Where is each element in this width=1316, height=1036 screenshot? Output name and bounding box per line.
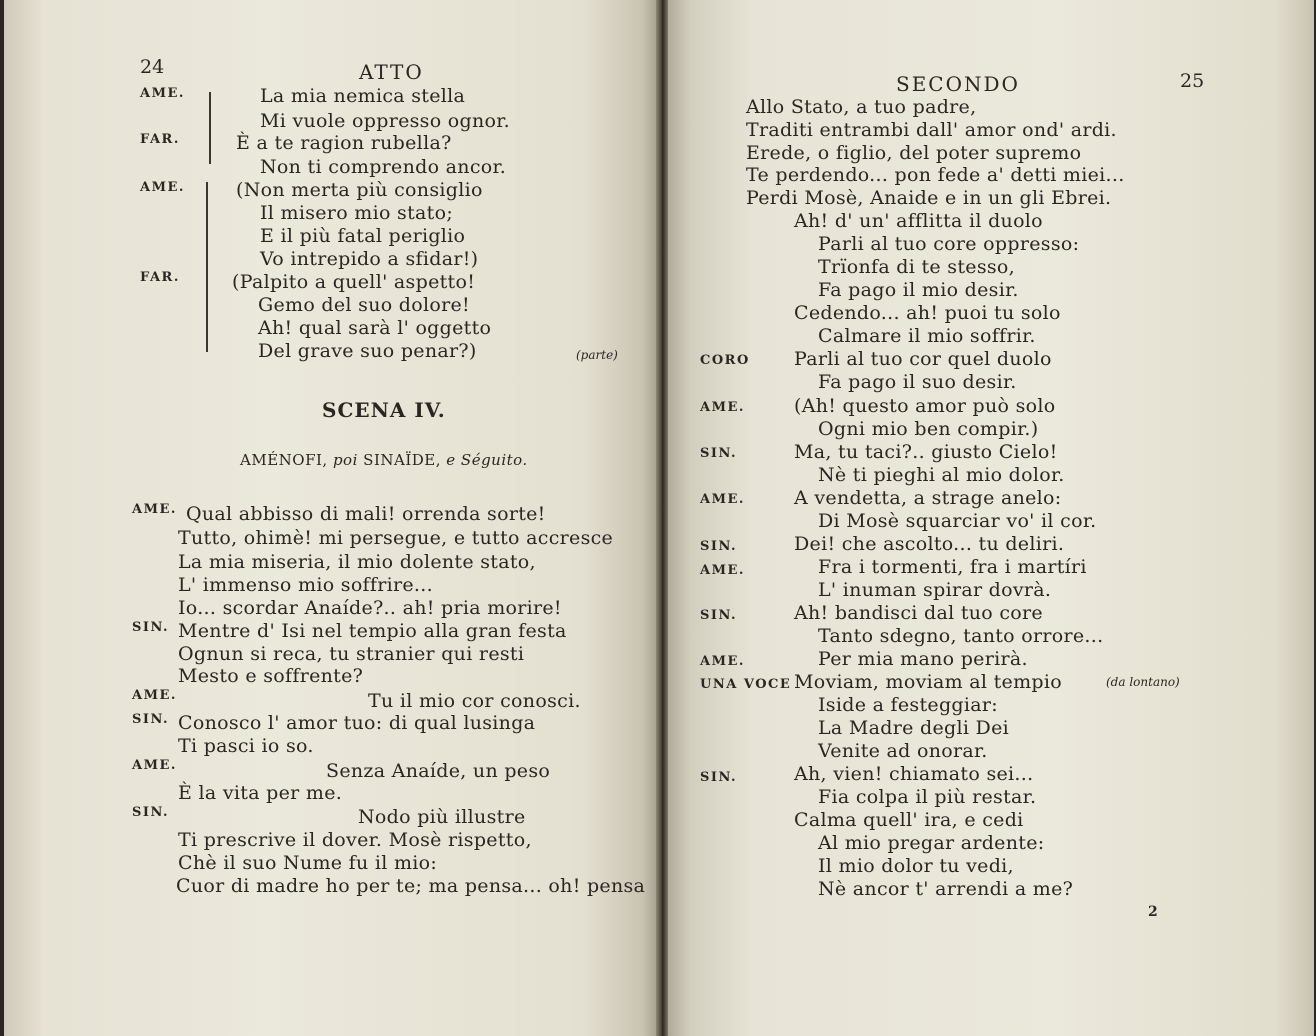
speaker-label: AME.	[132, 502, 177, 517]
speaker-label: CORO	[700, 353, 750, 368]
speaker-label: SIN.	[132, 712, 170, 727]
verse-line: Allo Stato, a tuo padre,	[746, 96, 977, 118]
verse-line: Nè ancor t' arrendi a me?	[818, 878, 1074, 900]
verse-line: Perdi Mosè, Anaide e in un gli Ebrei.	[746, 187, 1112, 209]
verse-line: Ogni mio ben compir.)	[818, 418, 1039, 440]
speaker-label: SIN.	[700, 539, 738, 554]
speaker-label: SIN.	[700, 770, 738, 785]
verse-line: Mesto e soffrente?	[178, 665, 364, 687]
verse-line: La Madre degli Dei	[818, 717, 1010, 739]
speaker-label: AME.	[700, 492, 745, 507]
verse-line: Di Mosè squarciar vo' il cor.	[818, 510, 1097, 532]
verse-line: Tutto, ohimè! mi persegue, e tutto accresce	[178, 527, 614, 549]
speaker-label: AME.	[140, 86, 185, 101]
verse-line: Il mio dolor tu vedi,	[818, 855, 1014, 877]
verse-line: Io... scordar Anaíde?.. ah! pria morire!	[178, 597, 562, 619]
verse-line: Tu il mio cor conosci.	[368, 690, 581, 712]
speaker-label: AME.	[700, 563, 745, 578]
verse-line: La mia nemica stella	[260, 85, 466, 107]
verse-line: È la vita per me.	[178, 782, 343, 804]
verse-line: Ti pasci io so.	[178, 735, 314, 757]
running-head: ATTO	[359, 60, 424, 84]
verse-line: Cedendo... ah! puoi tu solo	[794, 302, 1061, 324]
verse-line: Tanto sdegno, tanto orrore...	[818, 625, 1104, 647]
speaker-label: AME.	[700, 400, 745, 415]
verse-line: Parli al tuo core oppresso:	[818, 233, 1080, 255]
speaker-label: AME.	[140, 180, 185, 195]
right-page	[664, 0, 1314, 1036]
page-number: 24	[140, 56, 165, 78]
verse-line: Venite ad onorar.	[818, 740, 988, 762]
verse-line: Ma, tu taci?.. giusto Cielo!	[794, 441, 1058, 463]
verse-line: Gemo del suo dolore!	[258, 294, 470, 316]
speaker-label: FAR.	[140, 132, 180, 147]
verse-line: Ah! d' un' afflitta il duolo	[794, 210, 1043, 232]
verse-line: Ah! qual sarà l' oggetto	[258, 317, 492, 339]
verse-line: Conosco l' amor tuo: di qual lusinga	[178, 712, 536, 734]
verse-line: (Non merta più consiglio	[236, 179, 483, 201]
verse-line: Te perdendo... pon fede a' detti miei...	[746, 164, 1125, 186]
verse-line: Fa pago il suo desir.	[818, 371, 1017, 393]
speaker-label: SIN.	[132, 620, 170, 635]
verse-brace	[209, 92, 211, 164]
verse-line: Per mia mano perirà.	[818, 648, 1028, 670]
verse-line: L' immenso mio soffrire...	[178, 574, 433, 596]
stage-direction: (parte)	[576, 348, 618, 362]
speaker-label: UNA VOCE	[700, 677, 792, 692]
page-number: 25	[1180, 70, 1205, 92]
verse-line: Non ti comprendo ancor.	[260, 156, 507, 178]
verse-line: Calmare il mio soffrir.	[818, 325, 1036, 347]
verse-line: È a te ragion rubella?	[236, 132, 452, 154]
book-gutter	[656, 0, 668, 1036]
verse-line: L' inuman spirar dovrà.	[818, 579, 1052, 601]
verse-line: Il misero mio stato;	[260, 202, 454, 224]
verse-line: Fra i tormenti, fra i martíri	[818, 556, 1087, 578]
verse-line: Ah! bandisci dal tuo core	[794, 602, 1043, 624]
scene-title: SCENA IV.	[322, 398, 446, 422]
verse-line: La mia miseria, il mio dolente stato,	[178, 551, 536, 573]
verse-line: Chè il suo Nume fu il mio:	[178, 852, 438, 874]
speaker-label: SIN.	[132, 805, 170, 820]
verse-line: Dei! che ascolto... tu deliri.	[794, 533, 1065, 555]
verse-line: Parli al tuo cor quel duolo	[794, 348, 1052, 370]
verse-brace	[206, 182, 208, 352]
speaker-label: AME.	[700, 654, 745, 669]
verse-line: Al mio pregar ardente:	[818, 832, 1045, 854]
verse-line: Vo intrepido a sfidar!)	[260, 248, 479, 270]
signature-mark: 2	[1148, 904, 1160, 920]
verse-line: Trïonfa di te stesso,	[818, 256, 1016, 278]
left-page	[4, 0, 662, 1036]
verse-line: Mentre d' Isi nel tempio alla gran festa	[178, 620, 567, 642]
verse-line: Senza Anaíde, un peso	[326, 760, 551, 782]
speaker-label: SIN.	[700, 608, 738, 623]
verse-line: Mi vuole oppresso ognor.	[260, 110, 510, 132]
verse-line: Nè ti pieghi al mio dolor.	[818, 464, 1065, 486]
running-head: SECONDO	[896, 72, 1020, 96]
verse-line: A vendetta, a strage anelo:	[794, 487, 1062, 509]
verse-line: Traditi entrambi dall' amor ond' ardi.	[746, 119, 1117, 141]
speaker-label: AME.	[132, 688, 177, 703]
verse-line: E il più fatal periglio	[260, 225, 466, 247]
verse-line: (Palpito a quell' aspetto!	[232, 271, 476, 293]
verse-line: (Ah! questo amor può solo	[794, 395, 1056, 417]
speaker-label: SIN.	[700, 446, 738, 461]
verse-line: Iside a festeggiar:	[818, 694, 998, 716]
verse-line: Nodo più illustre	[358, 806, 526, 828]
verse-line: Ti prescrive il dover. Mosè rispetto,	[178, 829, 532, 851]
verse-line: Calma quell' ira, e cedi	[794, 809, 1024, 831]
cast-line: AMÉNOFI, poi SINAÏDE, e Séguito.	[240, 451, 528, 469]
verse-line: Qual abbisso di mali! orrenda sorte!	[186, 503, 546, 525]
verse-line: Ah, vien! chiamato sei...	[794, 763, 1034, 785]
verse-line: Fa pago il mio desir.	[818, 279, 1019, 301]
stage-direction: (da lontano)	[1106, 675, 1180, 689]
verse-line: Del grave suo penar?)	[258, 340, 477, 362]
speaker-label: FAR.	[140, 270, 180, 285]
verse-line: Erede, o figlio, del poter supremo	[746, 142, 1082, 164]
speaker-label: AME.	[132, 758, 177, 773]
verse-line: Fia colpa il più restar.	[818, 786, 1037, 808]
verse-line: Ognun si reca, tu stranier qui resti	[178, 643, 525, 665]
verse-line: Cuor di madre ho per te; ma pensa... oh! pensa	[176, 875, 646, 897]
verse-line: Moviam, moviam al tempio	[794, 671, 1062, 693]
